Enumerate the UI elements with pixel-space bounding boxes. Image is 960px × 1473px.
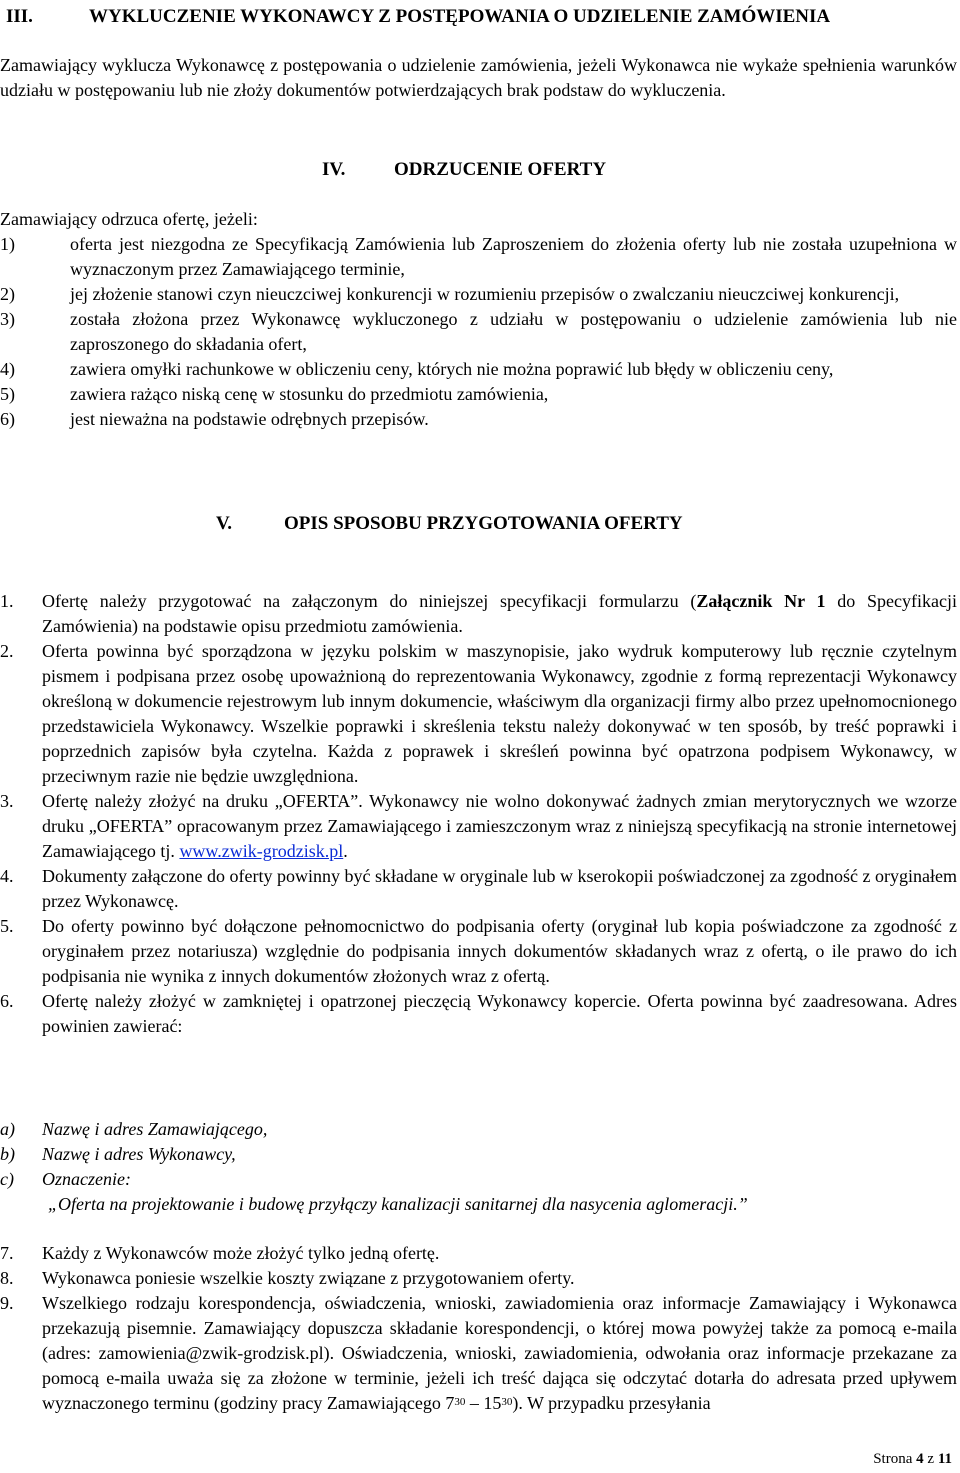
list-item bbox=[0, 864, 957, 914]
item-number: 7. bbox=[0, 1243, 14, 1263]
list-item bbox=[0, 1142, 957, 1167]
item-number: 2. bbox=[0, 641, 14, 661]
section-number: III. bbox=[6, 6, 33, 27]
marking-text: „Oferta na projektowanie i budowę przyłączy kanalizacji sanitarnej dla nasycenia aglomeracji.” bbox=[48, 1194, 748, 1214]
item-text: Ofertę należy złożyć na druku „OFERTA”. Wykonawcy nie wolno dokonywać żadnych zmian merytorycznych we wzorze druku „OFERTA” opracowanym przez Zamawiającego i zamieszczonym wraz z niniejszą specyfikacją na stronie internetowej Zamawiającego tj. bbox=[42, 791, 957, 861]
page-total: 11 bbox=[937, 1451, 952, 1467]
website-link[interactable]: www.zwik-grodzisk.pl bbox=[179, 841, 344, 861]
item-letter: c) bbox=[0, 1169, 14, 1189]
list-item bbox=[0, 789, 957, 864]
item-number: 2) bbox=[0, 284, 15, 304]
item-text: Ofertę należy przygotować na załączonym do niniejszej specyfikacji formularzu ( bbox=[42, 591, 697, 611]
item-text: – 15 bbox=[465, 1393, 502, 1413]
list-item bbox=[0, 989, 957, 1039]
list-item bbox=[0, 407, 957, 432]
list-item bbox=[0, 1241, 957, 1266]
item-number: 5. bbox=[0, 916, 14, 936]
preparation-list-continued bbox=[0, 1241, 957, 1416]
list-item bbox=[0, 307, 957, 357]
item-text: jej złożenie stanowi czyn nieuczciwej konkurencji w rozumieniu przepisów o zwalczaniu nieuczciwej konkurencji, bbox=[70, 284, 900, 304]
section-number: V. bbox=[216, 513, 233, 534]
item-text: oferta jest niezgodna ze Specyfikacją Zamówienia lub Zaproszeniem do złożenia oferty lub nie została uzupełniona w wyznaczonym przez Zamawiającego terminie, bbox=[70, 234, 957, 279]
page-footer bbox=[873, 1449, 952, 1469]
item-text: jest nieważna na podstawie odrębnych przepisów. bbox=[70, 409, 429, 429]
item-text: Ofertę należy złożyć w zamkniętej i opatrzonej pieczęcią Wykonawcy kopercie. Oferta powinna być zaadresowana. Adres powinien zawierać: bbox=[42, 991, 957, 1036]
list-item bbox=[0, 1266, 957, 1291]
superscript: 30 bbox=[454, 1396, 466, 1408]
list-item bbox=[0, 639, 957, 789]
item-text: zawiera rażąco niską cenę w stosunku do przedmiotu zamówienia, bbox=[70, 384, 549, 404]
item-number: 4) bbox=[0, 359, 15, 379]
section-title: ODRZUCENIE OFERTY bbox=[394, 159, 607, 180]
list-item bbox=[0, 1117, 957, 1142]
item-text: Oferta powinna być sporządzona w języku polskim w maszynopisie, jako wydruk komputerowy lub ręcznie czytelnym pismem i podpisana przez osobę upoważnioną do reprezentowania Wykonawcy, zgodnie z formą reprezentacji Wykonawcy określoną w dokumencie rejestrowym lub innym dokumencie, właściwym dla organizacji firmy albo przez upełnomocnionego przedstawiciela Wykonawcy. Wszelkie poprawki i skreślenia tekstu należy dokonywać w ten sposób, by treść poprawki i poprzednich zapisów była czytelna. Każda z poprawek i skreśleń powinna być opatrzona podpisem Wykonawcy, w przeciwnym razie nie będzie uwzględniona. bbox=[42, 641, 957, 786]
rejection-list bbox=[0, 232, 957, 432]
exclusion-paragraph: Zamawiający wyklucza Wykonawcę z postępowania o udzielenie zamówienia, jeżeli Wykonawca nie wykaże spełnienia warunków udziału w postępowaniu lub nie złoży dokumentów potwierdzających brak podstaw do wykluczenia. bbox=[0, 55, 957, 100]
section-title: WYKLUCZENIE WYKONAWCY Z POSTĘPOWANIA O UDZIELENIE ZAMÓWIENIA bbox=[89, 6, 831, 27]
item-number: 9. bbox=[0, 1293, 14, 1313]
list-item bbox=[0, 589, 957, 639]
item-text: Wszelkiego rodzaju korespondencja, oświadczenia, wnioski, zawiadomienia oraz informacje Zamawiający i Wykonawca przekazują pisemnie. Zamawiający dopuszcza składanie korespondencji, o której mowa powyżej także za pomocą e-maila (adres: zamowienia@zwik-grodzisk.pl). Oświadczenia, wnioski, zawiadomienia, odwołania oraz informacje przekazane za pomocą e-maila uważa się za złożone w terminie, jeżeli ich treść dająca się odczytać dotarła do adresata przed upływem wyznaczonego terminu (godziny pracy Zamawiającego 7 bbox=[42, 1293, 957, 1413]
rejection-intro: Zamawiający odrzuca ofertę, jeżeli: bbox=[0, 209, 258, 229]
item-text: zawiera omyłki rachunkowe w obliczeniu ceny, których nie można poprawić lub błędy w obliczeniu ceny, bbox=[70, 359, 834, 379]
item-number: 5) bbox=[0, 384, 15, 404]
list-item bbox=[0, 914, 957, 989]
item-number: 6. bbox=[0, 991, 14, 1011]
item-text: Nazwę i adres Zamawiającego, bbox=[42, 1119, 268, 1139]
item-text: ). W przypadku przesyłania bbox=[512, 1393, 711, 1413]
section-number: IV. bbox=[322, 159, 346, 180]
item-text: . bbox=[343, 841, 348, 861]
footer-sep: z bbox=[927, 1451, 935, 1467]
item-number: 1) bbox=[0, 234, 15, 254]
list-item bbox=[0, 282, 957, 307]
list-item bbox=[0, 382, 957, 407]
envelope-address-list bbox=[0, 1117, 957, 1217]
preparation-list bbox=[0, 589, 957, 1039]
item-number: 6) bbox=[0, 409, 15, 429]
attachment-reference: Załącznik Nr 1 bbox=[696, 591, 826, 611]
item-text: Wykonawca poniesie wszelkie koszty związane z przygotowaniem oferty. bbox=[42, 1268, 575, 1288]
item-text: Do oferty powinno być dołączone pełnomocnictwo do podpisania oferty (oryginał lub kopia poświadczone za zgodność z oryginałem przez notariusza) względnie do podpisania innych dokumentów składanych wraz z ofertą, o ile prawo do ich podpisania nie wynika z innych dokumentów złożonych wraz z ofertą. bbox=[42, 916, 957, 986]
superscript: 30 bbox=[501, 1396, 513, 1408]
item-number: 3) bbox=[0, 309, 15, 329]
section-title: OPIS SPOSOBU PRZYGOTOWANIA OFERTY bbox=[284, 513, 683, 534]
item-text: Dokumenty załączone do oferty powinny być składane w oryginale lub w kserokopii poświadczonej za zgodność z oryginałem przez Wykonawcę. bbox=[42, 866, 957, 911]
list-item bbox=[0, 232, 957, 282]
item-text: Każdy z Wykonawców może złożyć tylko jedną ofertę. bbox=[42, 1243, 440, 1263]
list-item bbox=[0, 1167, 957, 1192]
item-number: 8. bbox=[0, 1268, 14, 1288]
list-item bbox=[0, 357, 957, 382]
footer-label: Strona bbox=[873, 1451, 913, 1467]
item-number: 4. bbox=[0, 866, 14, 886]
list-item bbox=[0, 1291, 957, 1416]
item-text: Nazwę i adres Wykonawcy, bbox=[42, 1144, 236, 1164]
envelope-marking bbox=[0, 1192, 957, 1217]
page-number: 4 bbox=[916, 1451, 924, 1467]
item-letter: a) bbox=[0, 1119, 15, 1139]
item-text: została złożona przez Wykonawcę wykluczonego z udziału w postępowaniu o udzielenie zamówienia lub nie zaproszonego do składania ofert, bbox=[70, 309, 957, 354]
item-text: do Specyfikacji Zamówienia) na podstawie opisu przedmiotu zamówienia. bbox=[42, 591, 958, 636]
item-number: 1. bbox=[0, 591, 14, 611]
item-text: Oznaczenie: bbox=[42, 1169, 131, 1189]
item-letter: b) bbox=[0, 1144, 15, 1164]
item-number: 3. bbox=[0, 791, 14, 811]
